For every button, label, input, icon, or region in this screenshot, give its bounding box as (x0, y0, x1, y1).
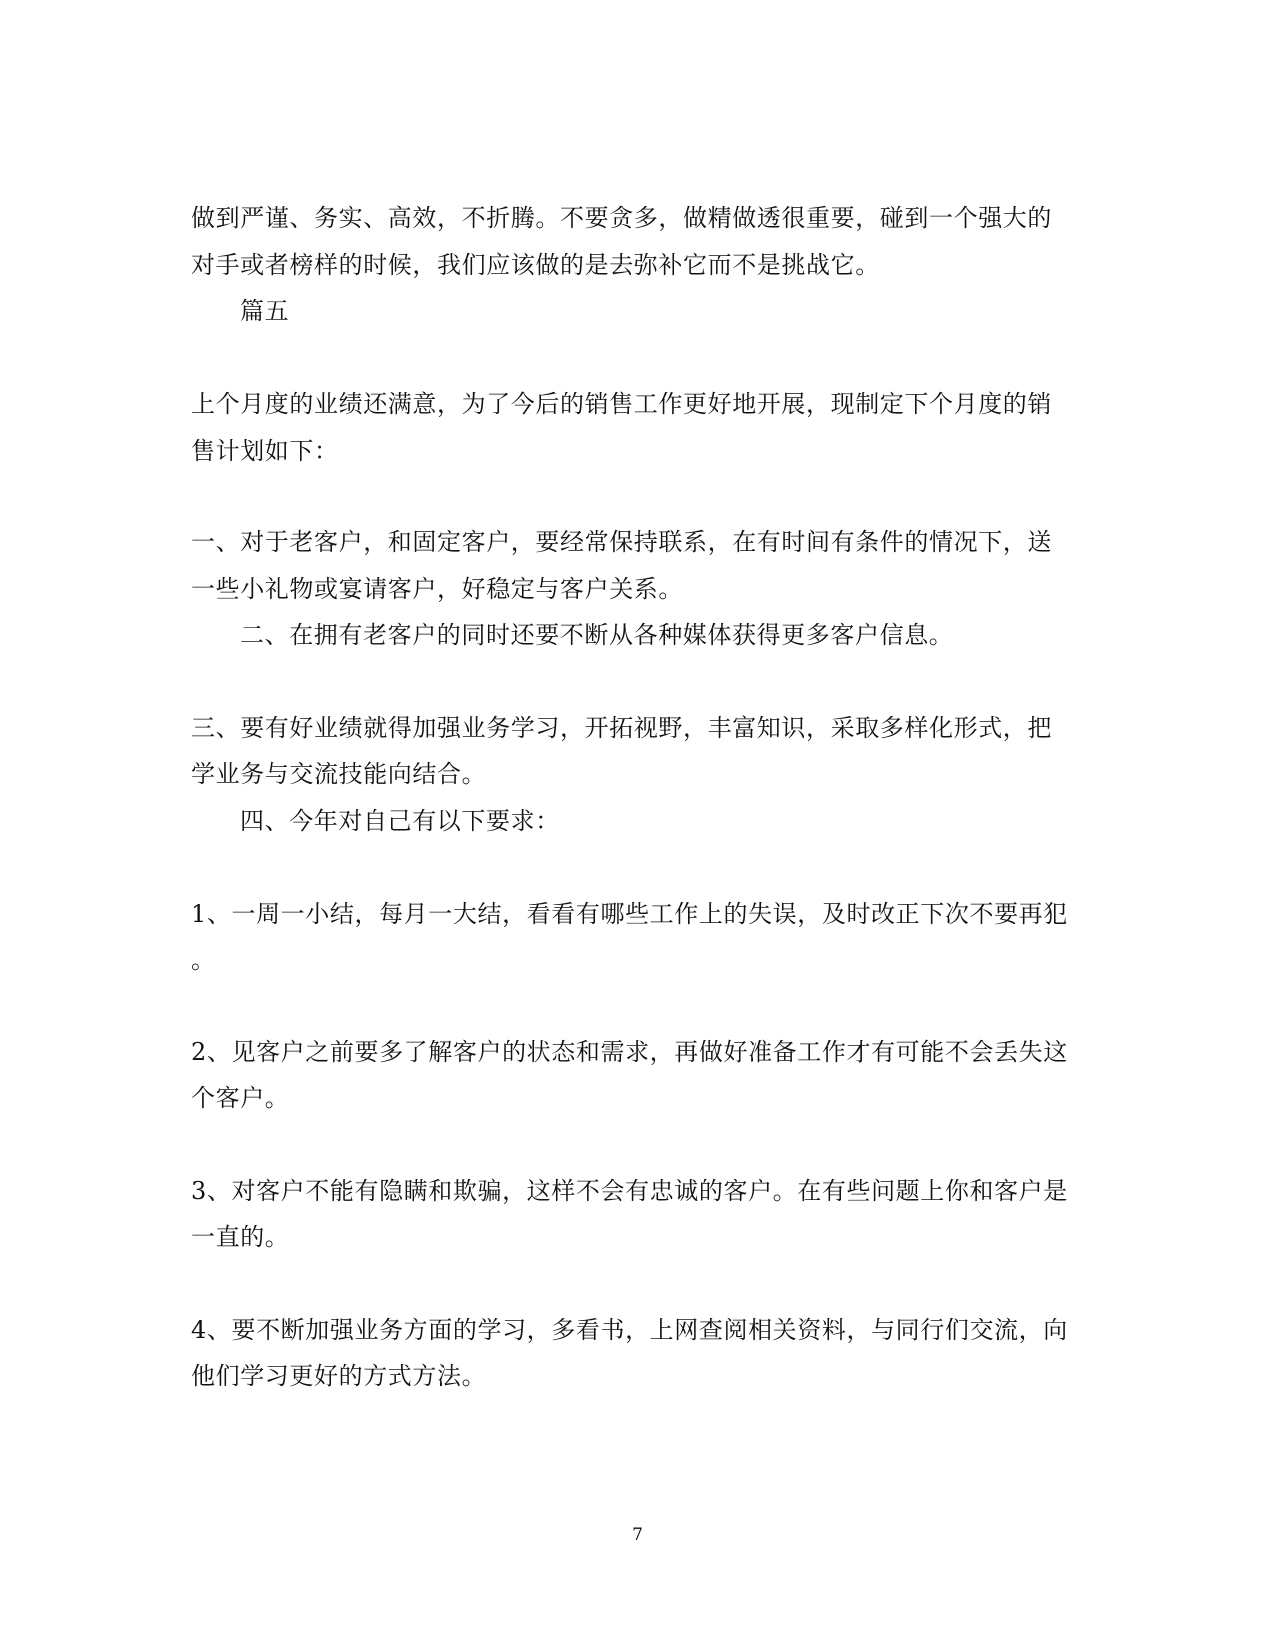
paragraph-line: 做到严谨、务实、高效，不折腾。不要贪多，做精做透很重要，碰到一个强大的 (191, 204, 1052, 232)
list-item-line: 2、见客户之前要多了解客户的状态和需求，再做好准备工作才有可能不会丢失这 (191, 1038, 1068, 1066)
paragraph-line: 对手或者榜样的时候，我们应该做的是去弥补它而不是挑战它。 (191, 251, 880, 279)
list-item-line: 。 (191, 946, 216, 974)
list-item-line: 一些小礼物或宴请客户，好稳定与客户关系。 (191, 575, 683, 603)
list-item-line: 他们学习更好的方式方法。 (191, 1362, 487, 1390)
paragraph-line: 售计划如下： (191, 437, 339, 465)
list-item-line: 一直的。 (191, 1223, 290, 1251)
list-item-line: 学业务与交流技能向结合。 (191, 760, 487, 788)
list-item-line: 1、一周一小结，每月一大结，看看有哪些工作上的失误，及时改正下次不要再犯 (191, 900, 1068, 928)
list-item-line: 4、要不断加强业务方面的学习，多看书，上网查阅相关资料，与同行们交流，向 (191, 1316, 1068, 1344)
section-heading: 篇五 (240, 297, 290, 325)
list-item-line: 四、今年对自己有以下要求： (240, 807, 560, 835)
list-item-line: 个客户。 (191, 1084, 290, 1112)
list-item-line: 一、对于老客户，和固定客户，要经常保持联系，在有时间有条件的情况下，送 (191, 528, 1052, 556)
list-item-line: 3、对客户不能有隐瞒和欺骗，这样不会有忠诚的客户。在有些问题上你和客户是 (191, 1177, 1068, 1205)
paragraph-line: 上个月度的业绩还满意，为了今后的销售工作更好地开展，现制定下个月度的销 (191, 390, 1052, 418)
list-item-line: 三、要有好业绩就得加强业务学习，开拓视野，丰富知识，采取多样化形式，把 (191, 714, 1052, 742)
page-number: 7 (632, 1525, 643, 1545)
list-item-line: 二、在拥有老客户的同时还要不断从各种媒体获得更多客户信息。 (240, 621, 954, 649)
